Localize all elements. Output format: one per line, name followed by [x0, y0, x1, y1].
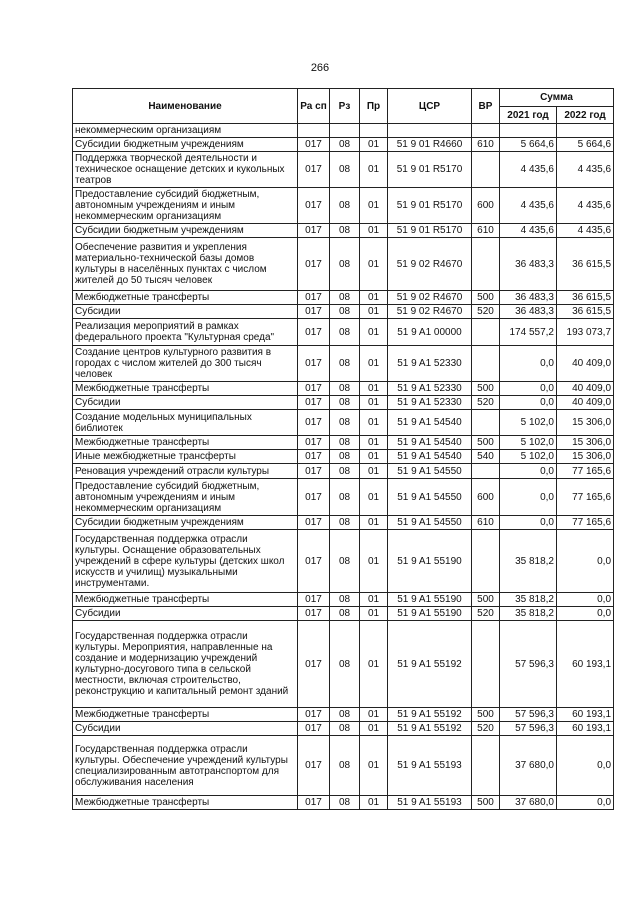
- cell-vr: 610: [472, 516, 500, 530]
- cell-rz: 08: [330, 796, 360, 810]
- cell-rasp: 017: [298, 152, 330, 188]
- cell-sum-2022: 4 435,6: [557, 188, 614, 224]
- table-row: [73, 796, 614, 810]
- cell-pr: 01: [360, 152, 388, 188]
- cell-name: Субсидии бюджетным учреждениям: [73, 224, 298, 238]
- table-row: [73, 607, 614, 621]
- cell-name: Государственная поддержка отрасли культуры. Мероприятия, направленные на создание и модернизацию учреждений культурно-досугового типа в сельской местности, включая строительство, реконструкцию и капитальный ремонт зданий: [73, 621, 298, 708]
- cell-rasp: 017: [298, 138, 330, 152]
- cell-rz: 08: [330, 319, 360, 346]
- cell-sum-2022: 15 306,0: [557, 450, 614, 464]
- header-vr: ВР: [472, 89, 500, 124]
- cell-pr: 01: [360, 382, 388, 396]
- cell-rz: 08: [330, 305, 360, 319]
- cell-rasp: 017: [298, 305, 330, 319]
- cell-sum-2022: 36 615,5: [557, 238, 614, 291]
- cell-sum-2021: 5 664,6: [500, 138, 557, 152]
- cell-rasp: 017: [298, 607, 330, 621]
- header-rasp: Ра сп: [298, 89, 330, 124]
- cell-vr: 520: [472, 396, 500, 410]
- table-row: [73, 396, 614, 410]
- table-row: [73, 708, 614, 722]
- cell-rz: 08: [330, 152, 360, 188]
- cell-name: Субсидии: [73, 305, 298, 319]
- cell-sum-2021: 0,0: [500, 346, 557, 382]
- cell-pr: 01: [360, 238, 388, 291]
- cell-csr: 51 9 A1 55192: [388, 621, 472, 708]
- header-pr: Пр: [360, 89, 388, 124]
- cell-rasp: 017: [298, 436, 330, 450]
- cell-name: Государственная поддержка отрасли культуры. Обеспечение учреждений культуры специализированным автотранспортом для обслуживания населения: [73, 736, 298, 796]
- cell-vr: [472, 736, 500, 796]
- cell-sum-2022: 0,0: [557, 607, 614, 621]
- cell-name: Предоставление субсидий бюджетным, автономным учреждениям и иным некоммерческим организациям: [73, 188, 298, 224]
- cell-sum-2022: 40 409,0: [557, 346, 614, 382]
- cell-sum-2021: 35 818,2: [500, 530, 557, 593]
- cell-pr: 01: [360, 291, 388, 305]
- cell-sum-2022: 36 615,5: [557, 291, 614, 305]
- cell-rasp: 017: [298, 464, 330, 479]
- table-row: [73, 319, 614, 346]
- cell-sum-2022: 77 165,6: [557, 464, 614, 479]
- cell-rasp: 017: [298, 516, 330, 530]
- cell-pr: 01: [360, 319, 388, 346]
- cell-sum-2021: 57 596,3: [500, 621, 557, 708]
- cell-rz: 08: [330, 736, 360, 796]
- header-year-2022: 2022 год: [557, 107, 614, 124]
- cell-vr: 520: [472, 607, 500, 621]
- cell-vr: [472, 152, 500, 188]
- cell-rasp: 017: [298, 450, 330, 464]
- cell-sum-2021: 57 596,3: [500, 708, 557, 722]
- table-row: [73, 464, 614, 479]
- cell-rz: 08: [330, 346, 360, 382]
- cell-rasp: 017: [298, 382, 330, 396]
- table-row: [73, 410, 614, 436]
- cell-rasp: 017: [298, 319, 330, 346]
- cell-sum-2022: 5 664,6: [557, 138, 614, 152]
- cell-pr: [360, 124, 388, 138]
- cell-name: Государственная поддержка отрасли культуры. Оснащение образовательных учреждений в сфере культуры (детских школ искусств и училищ) музыкальными инструментами.: [73, 530, 298, 593]
- cell-vr: 600: [472, 479, 500, 516]
- cell-sum-2022: [557, 124, 614, 138]
- cell-vr: 500: [472, 593, 500, 607]
- cell-rasp: 017: [298, 736, 330, 796]
- cell-rz: 08: [330, 593, 360, 607]
- cell-vr: [472, 410, 500, 436]
- cell-sum-2021: 57 596,3: [500, 722, 557, 736]
- cell-csr: 51 9 02 R4670: [388, 238, 472, 291]
- cell-rasp: 017: [298, 396, 330, 410]
- cell-rasp: 017: [298, 346, 330, 382]
- table-body: [73, 124, 614, 810]
- header-year-2021: 2021 год: [500, 107, 557, 124]
- cell-vr: 500: [472, 382, 500, 396]
- table-row: [73, 224, 614, 238]
- cell-sum-2022: 40 409,0: [557, 396, 614, 410]
- cell-sum-2021: 37 680,0: [500, 796, 557, 810]
- cell-csr: 51 9 A1 54540: [388, 410, 472, 436]
- cell-pr: 01: [360, 516, 388, 530]
- cell-sum-2022: 0,0: [557, 796, 614, 810]
- table-row: [73, 291, 614, 305]
- cell-vr: 500: [472, 708, 500, 722]
- table-row: [73, 382, 614, 396]
- table-row: [73, 736, 614, 796]
- header-rz: Рз: [330, 89, 360, 124]
- cell-pr: 01: [360, 479, 388, 516]
- cell-name: Реализация мероприятий в рамках федерального проекта "Культурная среда": [73, 319, 298, 346]
- cell-rz: 08: [330, 722, 360, 736]
- cell-rz: 08: [330, 410, 360, 436]
- cell-name: Обеспечение развития и укрепления материально-технической базы домов культуры в населённых пунктах с числом жителей до 50 тысяч человек: [73, 238, 298, 291]
- cell-sum-2021: 4 435,6: [500, 188, 557, 224]
- cell-sum-2022: 0,0: [557, 593, 614, 607]
- cell-pr: 01: [360, 436, 388, 450]
- cell-pr: 01: [360, 138, 388, 152]
- cell-vr: 610: [472, 138, 500, 152]
- cell-rz: 08: [330, 516, 360, 530]
- cell-name: Межбюджетные трансферты: [73, 291, 298, 305]
- cell-vr: [472, 346, 500, 382]
- cell-rasp: 017: [298, 708, 330, 722]
- table-row: [73, 530, 614, 593]
- cell-csr: 51 9 01 R4660: [388, 138, 472, 152]
- cell-csr: 51 9 A1 00000: [388, 319, 472, 346]
- cell-sum-2022: 15 306,0: [557, 436, 614, 450]
- header-sum: Сумма: [500, 89, 614, 107]
- cell-sum-2021: 5 102,0: [500, 410, 557, 436]
- cell-rz: 08: [330, 450, 360, 464]
- cell-sum-2022: 15 306,0: [557, 410, 614, 436]
- cell-csr: [388, 124, 472, 138]
- cell-rasp: 017: [298, 410, 330, 436]
- cell-sum-2021: 36 483,3: [500, 291, 557, 305]
- cell-csr: 51 9 A1 54550: [388, 464, 472, 479]
- cell-pr: 01: [360, 593, 388, 607]
- cell-rasp: 017: [298, 530, 330, 593]
- cell-sum-2022: 60 193,1: [557, 621, 614, 708]
- cell-csr: 51 9 A1 52330: [388, 382, 472, 396]
- cell-pr: 01: [360, 410, 388, 436]
- cell-csr: 51 9 A1 54550: [388, 516, 472, 530]
- cell-sum-2021: 4 435,6: [500, 152, 557, 188]
- cell-sum-2022: 60 193,1: [557, 708, 614, 722]
- header-csr: ЦСР: [388, 89, 472, 124]
- cell-sum-2022: 77 165,6: [557, 516, 614, 530]
- cell-vr: [472, 124, 500, 138]
- cell-rz: 08: [330, 607, 360, 621]
- header-row-top: [73, 89, 614, 107]
- cell-rasp: 017: [298, 291, 330, 305]
- cell-rz: 08: [330, 708, 360, 722]
- cell-sum-2021: 0,0: [500, 382, 557, 396]
- cell-csr: 51 9 A1 55193: [388, 796, 472, 810]
- cell-csr: 51 9 02 R4670: [388, 305, 472, 319]
- cell-rz: 08: [330, 138, 360, 152]
- table-row: [73, 188, 614, 224]
- cell-sum-2021: 0,0: [500, 479, 557, 516]
- cell-csr: 51 9 A1 54540: [388, 436, 472, 450]
- cell-sum-2021: 36 483,3: [500, 238, 557, 291]
- cell-rasp: 017: [298, 238, 330, 291]
- cell-rz: 08: [330, 464, 360, 479]
- cell-sum-2021: [500, 124, 557, 138]
- cell-sum-2022: 60 193,1: [557, 722, 614, 736]
- cell-csr: 51 9 02 R4670: [388, 291, 472, 305]
- cell-sum-2022: 0,0: [557, 530, 614, 593]
- cell-sum-2021: 35 818,2: [500, 593, 557, 607]
- cell-csr: 51 9 01 R5170: [388, 188, 472, 224]
- cell-vr: 520: [472, 722, 500, 736]
- cell-name: Межбюджетные трансферты: [73, 436, 298, 450]
- cell-name: Поддержка творческой деятельности и техническое оснащение детских и кукольных театров: [73, 152, 298, 188]
- cell-name: Субсидии бюджетным учреждениям: [73, 138, 298, 152]
- cell-csr: 51 9 A1 52330: [388, 346, 472, 382]
- cell-vr: [472, 621, 500, 708]
- table-row: [73, 722, 614, 736]
- table-row: [73, 593, 614, 607]
- cell-rasp: [298, 124, 330, 138]
- cell-name: Межбюджетные трансферты: [73, 382, 298, 396]
- cell-pr: 01: [360, 450, 388, 464]
- cell-vr: [472, 464, 500, 479]
- cell-rasp: 017: [298, 796, 330, 810]
- page-number: 266: [310, 62, 330, 74]
- cell-sum-2021: 0,0: [500, 396, 557, 410]
- cell-name: Межбюджетные трансферты: [73, 708, 298, 722]
- cell-vr: [472, 530, 500, 593]
- cell-csr: 51 9 A1 54540: [388, 450, 472, 464]
- table-row: [73, 436, 614, 450]
- cell-csr: 51 9 A1 55192: [388, 722, 472, 736]
- cell-pr: 01: [360, 396, 388, 410]
- cell-sum-2022: 77 165,6: [557, 479, 614, 516]
- cell-pr: 01: [360, 346, 388, 382]
- cell-sum-2022: 193 073,7: [557, 319, 614, 346]
- table-row: [73, 450, 614, 464]
- cell-name: Реновация учреждений отрасли культуры: [73, 464, 298, 479]
- cell-rasp: 017: [298, 722, 330, 736]
- cell-sum-2022: 36 615,5: [557, 305, 614, 319]
- cell-name: Субсидии: [73, 607, 298, 621]
- cell-name: Субсидии бюджетным учреждениям: [73, 516, 298, 530]
- cell-pr: 01: [360, 305, 388, 319]
- cell-name: некоммерческим организациям: [73, 124, 298, 138]
- cell-rz: 08: [330, 382, 360, 396]
- cell-rz: 08: [330, 530, 360, 593]
- header-name: Наименование: [73, 89, 298, 124]
- cell-pr: 01: [360, 464, 388, 479]
- cell-pr: 01: [360, 736, 388, 796]
- cell-pr: 01: [360, 621, 388, 708]
- table-row: [73, 238, 614, 291]
- cell-name: Межбюджетные трансферты: [73, 796, 298, 810]
- cell-sum-2021: 174 557,2: [500, 319, 557, 346]
- cell-name: Субсидии: [73, 722, 298, 736]
- cell-csr: 51 9 A1 55190: [388, 593, 472, 607]
- cell-rz: 08: [330, 238, 360, 291]
- cell-csr: 51 9 A1 55193: [388, 736, 472, 796]
- cell-sum-2022: 4 435,6: [557, 224, 614, 238]
- cell-sum-2021: 35 818,2: [500, 607, 557, 621]
- cell-sum-2022: 40 409,0: [557, 382, 614, 396]
- cell-sum-2021: 5 102,0: [500, 436, 557, 450]
- cell-vr: 500: [472, 436, 500, 450]
- cell-sum-2021: 0,0: [500, 516, 557, 530]
- cell-csr: 51 9 01 R5170: [388, 152, 472, 188]
- cell-csr: 51 9 01 R5170: [388, 224, 472, 238]
- cell-rasp: 017: [298, 593, 330, 607]
- cell-rz: 08: [330, 479, 360, 516]
- cell-rasp: 017: [298, 224, 330, 238]
- table-row: [73, 346, 614, 382]
- cell-sum-2021: 36 483,3: [500, 305, 557, 319]
- cell-csr: 51 9 A1 55190: [388, 530, 472, 593]
- cell-pr: 01: [360, 530, 388, 593]
- cell-pr: 01: [360, 708, 388, 722]
- cell-pr: 01: [360, 607, 388, 621]
- cell-rasp: 017: [298, 479, 330, 516]
- cell-name: Субсидии: [73, 396, 298, 410]
- cell-vr: [472, 238, 500, 291]
- cell-pr: 01: [360, 722, 388, 736]
- budget-table: [72, 88, 614, 810]
- cell-vr: 610: [472, 224, 500, 238]
- cell-rasp: 017: [298, 621, 330, 708]
- cell-name: Межбюджетные трансферты: [73, 593, 298, 607]
- cell-vr: [472, 319, 500, 346]
- cell-name: Иные межбюджетные трансферты: [73, 450, 298, 464]
- cell-csr: 51 9 A1 52330: [388, 396, 472, 410]
- cell-rz: 08: [330, 396, 360, 410]
- cell-rz: 08: [330, 621, 360, 708]
- cell-name: Предоставление субсидий бюджетным, автономным учреждениям и иным некоммерческим организациям: [73, 479, 298, 516]
- cell-vr: 600: [472, 188, 500, 224]
- cell-vr: 500: [472, 291, 500, 305]
- table-row: [73, 305, 614, 319]
- cell-rz: [330, 124, 360, 138]
- cell-csr: 51 9 A1 55190: [388, 607, 472, 621]
- cell-sum-2021: 37 680,0: [500, 736, 557, 796]
- cell-sum-2021: 5 102,0: [500, 450, 557, 464]
- table-row: [73, 124, 614, 138]
- cell-name: Создание модельных муниципальных библиотек: [73, 410, 298, 436]
- cell-sum-2021: 4 435,6: [500, 224, 557, 238]
- table-row: [73, 152, 614, 188]
- cell-rasp: 017: [298, 188, 330, 224]
- cell-rz: 08: [330, 436, 360, 450]
- cell-sum-2021: 0,0: [500, 464, 557, 479]
- table-row: [73, 138, 614, 152]
- cell-pr: 01: [360, 188, 388, 224]
- cell-vr: 500: [472, 796, 500, 810]
- cell-sum-2022: 0,0: [557, 736, 614, 796]
- cell-vr: 520: [472, 305, 500, 319]
- cell-rz: 08: [330, 188, 360, 224]
- cell-vr: 540: [472, 450, 500, 464]
- table-row: [73, 621, 614, 708]
- cell-rz: 08: [330, 224, 360, 238]
- cell-csr: 51 9 A1 55192: [388, 708, 472, 722]
- cell-rz: 08: [330, 291, 360, 305]
- cell-pr: 01: [360, 224, 388, 238]
- cell-sum-2022: 4 435,6: [557, 152, 614, 188]
- cell-pr: 01: [360, 796, 388, 810]
- table-row: [73, 516, 614, 530]
- table-row: [73, 479, 614, 516]
- cell-csr: 51 9 A1 54550: [388, 479, 472, 516]
- cell-name: Создание центров культурного развития в городах с числом жителей до 300 тысяч человек: [73, 346, 298, 382]
